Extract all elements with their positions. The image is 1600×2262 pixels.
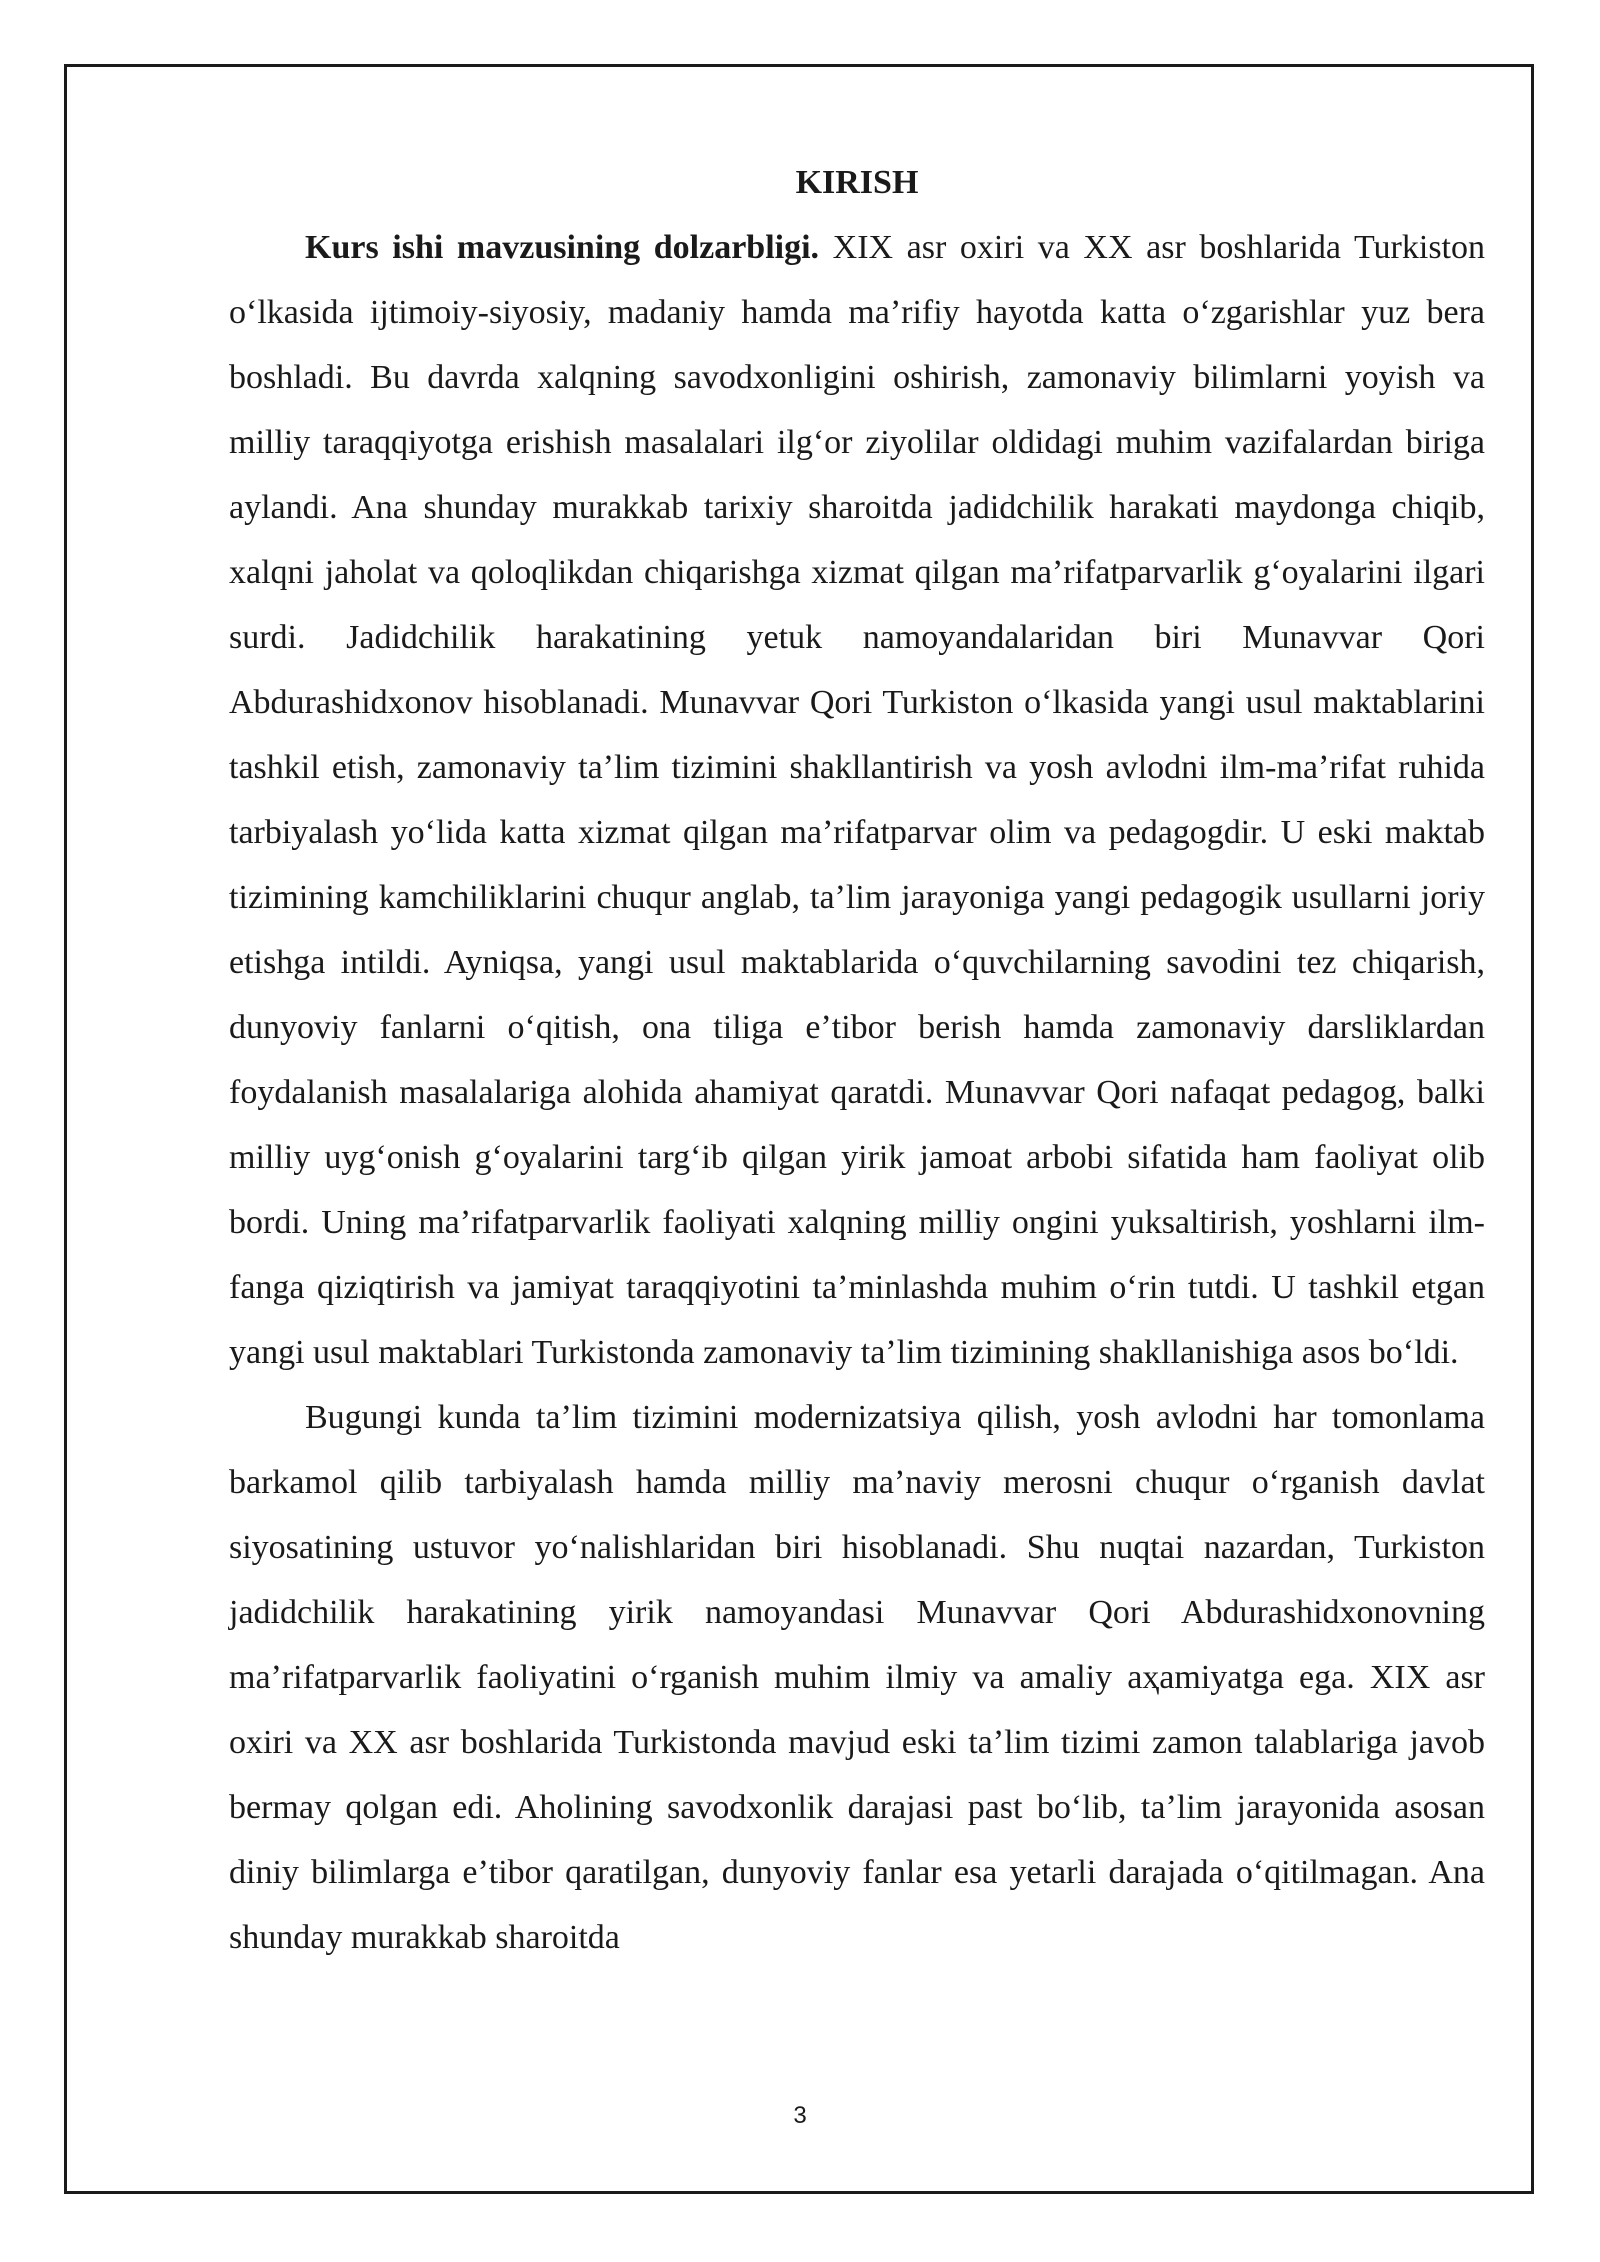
page-number: 3 [793,2102,807,2129]
page-body [229,150,1485,1970]
section-title: KIRISH [795,164,919,201]
paragraph-2 [229,1385,1485,1970]
paragraph-text: XIX asr oxiri va XX asr boshlarida Turkiston oʻlkasida ijtimoiy-siyosiy, madaniy hamda maʼrifiy hayotda katta oʻzgarishlar yuz bera boshladi. Bu davrda xalqning savodxonligini oshirish, zamonaviy bilimlarni yoyish va milliy taraqqiyotga erishish masalalari ilgʻor ziyolilar oldidagi muhim vazifalardan biriga aylandi. Ana shunday murakkab tarixiy sharoitda jadidchilik harakati maydonga chiqib, xalqni jaholat va qoloqlikdan chiqarishga xizmat qilgan maʼrifatparvarlik gʻoyalarini ilgari surdi. Jadidchilik harakatining yetuk namoyandalaridan biri Munavvar Qori Abdurashidxonov hisoblanadi. Munavvar Qori Turkiston oʻlkasida yangi usul maktablarini tashkil etish, zamonaviy taʼlim tizimini shakllantirish va yosh avlodni ilm-maʼrifat ruhida tarbiyalash yoʻlida katta xizmat qilgan maʼrifatparvar olim va pedagogdir. U eski maktab tizimining kamchiliklarini chuqur anglab, taʼlim jarayoniga yangi pedagogik usullarni joriy etishga intildi. Ayniqsa, yangi usul maktablarida oʻquvchilarning savodini tez chiqarish, dunyoviy fanlarni oʻqitish, ona tiliga eʼtibor berish hamda zamonaviy darsliklardan foydalanish masalalariga alohida ahamiyat qaratdi. Munavvar Qori nafaqat pedagog, balki milliy uygʻonish gʻoyalarini targʻib qilgan yirik jamoat arbobi sifatida ham faoliyat olib bordi. Uning maʼrifatparvarlik faoliyati xalqning milliy ongini yuksaltirish, yoshlarni ilm-fanga qiziqtirish va jamiyat taraqqiyotini taʼminlashda muhim oʻrin tutdi. U tashkil etgan yangi usul maktablari Turkistonda zamonaviy taʼlim tizimining shakllanishiga asos boʻldi. [229,229,1486,1371]
paragraph-1 [229,215,1485,1385]
paragraph-text: Bugungi kunda taʼlim tizimini modernizatsiya qilish, yosh avlodni har tomonlama barkamol qilib tarbiyalash hamda milliy maʼnaviy merosni chuqur oʻrganish davlat siyosatining ustuvor yoʻnalishlaridan biri hisoblanadi. Shu nuqtai nazardan, Turkiston jadidchilik harakatining yirik namoyandasi Munavvar Qori Abdurashidxonovning maʼrifatparvarlik faoliyatini oʻrganish muhim ilmiy va amaliy aҳamiyatga ega. XIX asr oxiri va XX asr boshlarida Turkistonda mavjud eski taʼlim tizimi zamon talablariga javob bermay qolgan edi. Aholining savodxonlik darajasi past boʻlib, taʼlim jarayonida asosan diniy bilimlarga eʼtibor qaratilgan, dunyoviy fanlar esa yetarli darajada oʻqitilmagan. Ana shunday murakkab sharoitda [229,1399,1485,1956]
paragraph-lead: Kurs ishi mavzusining dolzarbligi. [305,229,820,266]
